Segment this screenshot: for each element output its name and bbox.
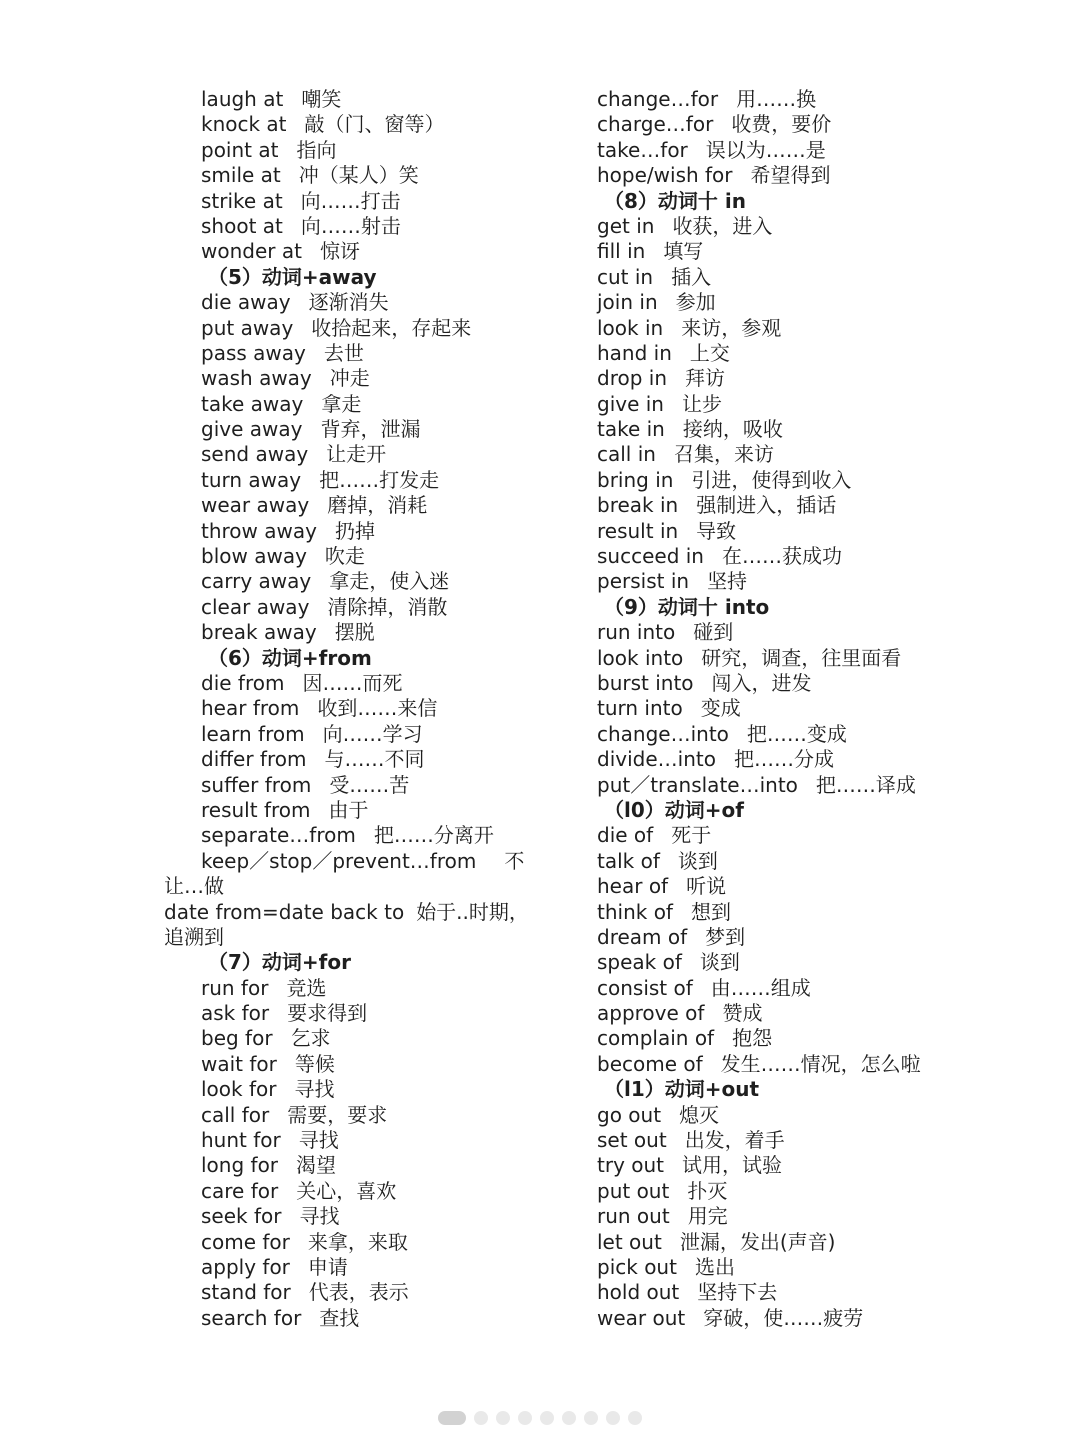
list-item	[164, 442, 534, 467]
meaning: 乞求	[290, 1026, 331, 1051]
list-item	[597, 544, 957, 569]
list-item	[597, 1230, 957, 1255]
phrase: wear out	[597, 1305, 686, 1330]
for-list	[164, 976, 534, 1331]
meaning: 拿走	[321, 391, 362, 416]
phrase: clear away	[201, 594, 310, 619]
list-item	[164, 747, 534, 772]
meaning: 申请	[307, 1254, 348, 1279]
list-item	[164, 163, 534, 188]
meaning: 向……打击	[300, 188, 401, 213]
list-item-date-from	[164, 900, 534, 925]
meaning: 由……组成	[710, 975, 811, 1000]
phrase: wear away	[201, 493, 310, 518]
meaning: 抱怨	[732, 1026, 773, 1051]
phrase: pick out	[597, 1254, 677, 1279]
meaning: 扑灭	[687, 1178, 728, 1203]
list-item	[164, 1306, 534, 1331]
phrase: smile at	[201, 163, 281, 188]
phrase: let out	[597, 1229, 662, 1254]
list-item	[597, 976, 957, 1001]
meaning: 谈到	[677, 848, 718, 873]
meaning: 拜访	[685, 366, 725, 391]
page-dot[interactable]	[584, 1411, 598, 1425]
list-item-keep-from-continuation: 让…做	[164, 874, 224, 899]
meaning: 收拾起来，存起来	[311, 315, 472, 340]
meaning: 把……分离开	[373, 823, 494, 848]
list-item	[164, 468, 534, 493]
phrase: care for	[201, 1178, 279, 1203]
phrase: ask for	[201, 1001, 270, 1026]
list-item	[164, 595, 534, 620]
meaning: 碰到	[693, 620, 734, 645]
phrase: die from	[201, 670, 285, 695]
list-item	[597, 696, 957, 721]
list-item	[164, 1026, 534, 1051]
list-item	[164, 189, 534, 214]
phrase: divide…into	[597, 747, 716, 772]
phrase: wait for	[201, 1051, 277, 1076]
phrase: knock at	[201, 112, 287, 137]
phrase: date from=date back to	[164, 899, 405, 924]
list-item	[164, 798, 534, 823]
list-item	[597, 1153, 957, 1178]
list-item	[164, 493, 534, 518]
phrase: break away	[201, 620, 317, 645]
phrase: send away	[201, 442, 309, 467]
list-item	[164, 138, 534, 163]
meaning: 去世	[323, 340, 364, 365]
meaning: 赞成	[722, 1001, 763, 1026]
section-heading-of: （l0）动词+of	[604, 797, 744, 822]
list-item	[164, 112, 534, 137]
meaning: 把……分成	[733, 747, 834, 772]
list-item	[597, 87, 957, 112]
meaning: 让走开	[326, 442, 387, 467]
meaning: 惊讶	[319, 239, 360, 264]
meaning: 召集，来访	[673, 442, 774, 467]
page-dot[interactable]	[540, 1411, 554, 1425]
phrase: throw away	[201, 518, 317, 543]
list-item	[597, 569, 957, 594]
section-heading-in: （8）动词十 in	[604, 188, 746, 213]
phrase: separate…from	[201, 823, 356, 848]
list-item	[164, 671, 534, 696]
phrase: give away	[201, 417, 303, 442]
phrase: hold out	[597, 1280, 680, 1305]
page-dot[interactable]	[496, 1411, 510, 1425]
phrase: look into	[597, 645, 684, 670]
meaning: 要求得到	[287, 1001, 368, 1026]
list-item	[597, 1128, 957, 1153]
meaning: 闯入，进发	[711, 670, 812, 695]
section-heading-for: （7）动词+for	[208, 950, 351, 975]
phrase: differ from	[201, 747, 307, 772]
meaning: 向……射击	[300, 213, 401, 238]
list-item	[597, 163, 957, 188]
list-item	[164, 519, 534, 544]
meaning: 让步	[681, 391, 722, 416]
list-item	[164, 1230, 534, 1255]
phrase: result in	[597, 518, 679, 543]
phrase: succeed in	[597, 544, 704, 569]
list-item	[164, 620, 534, 645]
phrase: strike at	[201, 188, 283, 213]
phrase: go out	[597, 1102, 662, 1127]
meaning: 收费，要价	[731, 112, 832, 137]
meaning: 不	[504, 848, 525, 873]
meaning: 参加	[675, 290, 716, 315]
meaning: 嘲笑	[301, 87, 342, 111]
meaning: 由于	[328, 797, 369, 822]
meaning: 填写	[663, 239, 704, 264]
list-item	[597, 366, 957, 391]
meaning: 向……学习	[322, 721, 423, 746]
list-item	[597, 823, 957, 848]
list-item	[164, 976, 534, 1001]
list-item	[597, 341, 957, 366]
phrase: come for	[201, 1229, 290, 1254]
list-item	[164, 823, 534, 848]
phrase: take…for	[597, 137, 688, 162]
right-column	[597, 87, 957, 1331]
list-item	[164, 1204, 534, 1229]
meaning: 扔掉	[334, 518, 375, 543]
meaning: 梦到	[705, 924, 746, 949]
list-item	[164, 290, 534, 315]
phrase: die away	[201, 290, 291, 315]
out-list	[597, 1103, 957, 1332]
meaning: 变成	[700, 696, 741, 721]
list-item	[597, 900, 957, 925]
phrase: carry away	[201, 569, 312, 594]
of-list	[597, 823, 957, 1077]
meaning: 用完	[687, 1204, 728, 1229]
away-list	[164, 290, 534, 645]
meaning: 来访，参观	[681, 315, 782, 340]
phrase: take in	[597, 417, 665, 442]
phrase: hand in	[597, 340, 672, 365]
phrase: give in	[597, 391, 664, 416]
meaning: 想到	[690, 899, 731, 924]
phrase: complain of	[597, 1026, 715, 1051]
list-item-date-from-continuation: 追溯到	[164, 924, 224, 949]
phrase: put／translate…into	[597, 772, 798, 797]
meaning: 需要，要求	[287, 1102, 388, 1127]
phrase: look in	[597, 315, 664, 340]
phrase: turn away	[201, 467, 302, 492]
phrase: burst into	[597, 670, 694, 695]
meaning: 收获，进入	[672, 213, 773, 238]
meaning: 磨掉，消耗	[327, 493, 428, 518]
meaning: 坚持下去	[697, 1280, 778, 1305]
list-item	[164, 341, 534, 366]
list-item	[597, 1179, 957, 1204]
list-item	[164, 1128, 534, 1153]
meaning: 穿破，使……疲劳	[703, 1305, 864, 1330]
page-indicator[interactable]	[0, 1406, 1080, 1430]
meaning: 熄灭	[679, 1102, 720, 1127]
phrase: hear of	[597, 874, 669, 899]
phrase: take away	[201, 391, 304, 416]
phrase: bring in	[597, 467, 674, 492]
meaning: 寻找	[299, 1204, 340, 1229]
phrase: learn from	[201, 721, 305, 746]
page-dot[interactable]	[628, 1411, 642, 1425]
list-item	[597, 493, 957, 518]
list-item	[164, 1077, 534, 1102]
list-item	[597, 265, 957, 290]
list-item	[164, 1255, 534, 1280]
meaning: 出发，着手	[684, 1128, 785, 1153]
list-item	[164, 544, 534, 569]
meaning: 把……译成	[815, 772, 916, 797]
meaning: 强制进入，插话	[696, 493, 837, 518]
list-item	[164, 392, 534, 417]
list-item	[164, 1001, 534, 1026]
meaning: 收到……来信	[317, 696, 438, 721]
list-item	[597, 290, 957, 315]
phrase: run for	[201, 975, 269, 1000]
list-item	[597, 925, 957, 950]
phrase: search for	[201, 1305, 302, 1330]
phrase: look for	[201, 1077, 277, 1102]
phrase: hunt for	[201, 1128, 281, 1153]
section-heading-away: （5）动词+away	[208, 264, 377, 289]
meaning: 背弃，泄漏	[320, 417, 421, 442]
list-item	[597, 316, 957, 341]
list-item	[597, 1204, 957, 1229]
meaning: 查找	[319, 1305, 360, 1330]
phrase: put out	[597, 1178, 670, 1203]
meaning: 冲走	[329, 366, 370, 391]
phrase: persist in	[597, 569, 690, 594]
phrase: become of	[597, 1051, 703, 1076]
phrase: cut in	[597, 264, 654, 289]
list-item	[597, 239, 957, 264]
list-item	[597, 722, 957, 747]
list-item	[597, 442, 957, 467]
phrase: wonder at	[201, 239, 302, 264]
meaning: 等候	[294, 1051, 335, 1076]
list-item	[597, 1255, 957, 1280]
phrase: run out	[597, 1204, 670, 1229]
list-item	[597, 417, 957, 442]
phrase: dream of	[597, 924, 688, 949]
phrase: think of	[597, 899, 673, 924]
meaning: 用……换	[736, 87, 817, 111]
list-item	[597, 1052, 957, 1077]
phrase: break in	[597, 493, 679, 518]
list-item	[164, 1103, 534, 1128]
list-item	[164, 366, 534, 391]
list-item	[164, 773, 534, 798]
phrase: blow away	[201, 544, 307, 569]
meaning: 与……不同	[324, 747, 425, 772]
meaning: 敲（门、窗等）	[304, 112, 445, 137]
meaning: 死于	[671, 823, 712, 848]
phrase: apply for	[201, 1254, 290, 1279]
meaning: 竞选	[286, 975, 327, 1000]
list-item	[597, 671, 957, 696]
meaning: 渴望	[296, 1153, 337, 1178]
meaning: 受……苦	[329, 772, 410, 797]
list-item-keep-from	[164, 849, 534, 874]
list-item	[597, 519, 957, 544]
meaning: 引进，使得到收入	[691, 467, 852, 492]
meaning: 关心，喜欢	[296, 1178, 397, 1203]
list-item	[597, 849, 957, 874]
list-item	[597, 138, 957, 163]
section-heading-out: （l1）动词+out	[604, 1077, 760, 1102]
phrase: die of	[597, 823, 654, 848]
phrase: hope/wish for	[597, 163, 733, 188]
list-item	[597, 747, 957, 772]
phrase: charge…for	[597, 112, 714, 137]
list-item	[597, 950, 957, 975]
meaning: 指向	[296, 137, 337, 162]
phrase: drop in	[597, 366, 667, 391]
phrase: stand for	[201, 1280, 291, 1305]
phrase: put away	[201, 315, 294, 340]
meaning: 寻找	[294, 1077, 335, 1102]
page-dot[interactable]	[518, 1411, 532, 1425]
phrase: join in	[597, 290, 658, 315]
phrase: change…into	[597, 721, 729, 746]
meaning: 清除掉，消散	[327, 594, 448, 619]
at-list	[164, 87, 534, 265]
meaning: 接纳，吸收	[682, 417, 783, 442]
in-list	[597, 214, 957, 595]
list-item	[597, 874, 957, 899]
phrase: long for	[201, 1153, 279, 1178]
list-item	[164, 722, 534, 747]
phrase: change…for	[597, 87, 719, 111]
list-item	[164, 1280, 534, 1305]
list-item	[164, 1179, 534, 1204]
list-item	[597, 1103, 957, 1128]
page-dot[interactable]	[562, 1411, 576, 1425]
phrase: talk of	[597, 848, 660, 873]
meaning: 始于..时期，	[416, 899, 529, 924]
list-item	[164, 87, 534, 112]
meaning: 选出	[694, 1254, 735, 1279]
list-item	[164, 1052, 534, 1077]
meaning: 试用，试验	[682, 1153, 783, 1178]
phrase: beg for	[201, 1026, 273, 1051]
phrase: point at	[201, 137, 279, 162]
meaning: 插入	[671, 264, 712, 289]
page-dot-active[interactable]	[438, 1411, 466, 1425]
left-column	[164, 87, 534, 1331]
meaning: 坚持	[707, 569, 748, 594]
meaning: 希望得到	[750, 163, 831, 188]
phrase: wash away	[201, 366, 312, 391]
into-list	[597, 620, 957, 798]
meaning: 寻找	[298, 1128, 339, 1153]
phrase: try out	[597, 1153, 665, 1178]
phrase: laugh at	[201, 87, 284, 111]
list-item	[164, 569, 534, 594]
meaning: 听说	[686, 874, 727, 899]
phrase: approve of	[597, 1001, 705, 1026]
page-dot[interactable]	[606, 1411, 620, 1425]
meaning: 拿走，使入迷	[329, 569, 450, 594]
phrase: set out	[597, 1128, 667, 1153]
list-item	[597, 392, 957, 417]
list-item	[164, 696, 534, 721]
list-item	[597, 1001, 957, 1026]
meaning: 误以为……是	[705, 137, 826, 162]
meaning: 研究，调查，往里面看	[701, 645, 902, 670]
list-item	[164, 214, 534, 239]
list-item	[597, 620, 957, 645]
meaning: 吹走	[324, 544, 365, 569]
phrase: shoot at	[201, 213, 283, 238]
section-heading-from: （6）动词+from	[208, 645, 372, 670]
phrase: seek for	[201, 1204, 282, 1229]
phrase: pass away	[201, 340, 306, 365]
section-heading-into: （9）动词十 into	[604, 594, 770, 619]
meaning: 导致	[696, 518, 737, 543]
phrase: result from	[201, 797, 311, 822]
list-item	[597, 214, 957, 239]
list-item	[164, 1153, 534, 1178]
meaning: 冲（某人）笑	[298, 163, 419, 188]
for-list-continued	[597, 87, 957, 189]
meaning: 把……变成	[746, 721, 847, 746]
phrase: keep／stop／prevent…from	[201, 848, 477, 873]
meaning: 摆脱	[334, 620, 375, 645]
meaning: 把……打发走	[319, 467, 440, 492]
list-item	[597, 1280, 957, 1305]
meaning: 因……而死	[302, 670, 403, 695]
list-item	[164, 239, 534, 264]
phrase: get in	[597, 213, 655, 238]
meaning: 代表，表示	[308, 1280, 409, 1305]
phrase: hear from	[201, 696, 300, 721]
phrase: turn into	[597, 696, 683, 721]
list-item	[597, 1306, 957, 1331]
meaning: 发生……情况，怎么啦	[720, 1051, 921, 1076]
page-dot[interactable]	[474, 1411, 488, 1425]
phrase: call in	[597, 442, 656, 467]
meaning: 谈到	[699, 950, 740, 975]
meaning: 泄漏，发出(声音)	[679, 1229, 836, 1254]
from-list	[164, 671, 534, 849]
phrase: fill in	[597, 239, 646, 264]
phrase: run into	[597, 620, 676, 645]
list-item	[164, 316, 534, 341]
meaning: 来拿，来取	[307, 1229, 408, 1254]
meaning: 上交	[689, 340, 730, 365]
phrase: speak of	[597, 950, 682, 975]
list-item	[597, 1026, 957, 1051]
meaning: 在……获成功	[721, 544, 842, 569]
phrase: consist of	[597, 975, 693, 1000]
phrase: suffer from	[201, 772, 312, 797]
list-item	[597, 468, 957, 493]
list-item	[597, 646, 957, 671]
meaning: 逐渐消失	[308, 290, 389, 315]
list-item	[164, 417, 534, 442]
list-item	[597, 112, 957, 137]
phrase: call for	[201, 1102, 270, 1127]
list-item	[597, 773, 957, 798]
